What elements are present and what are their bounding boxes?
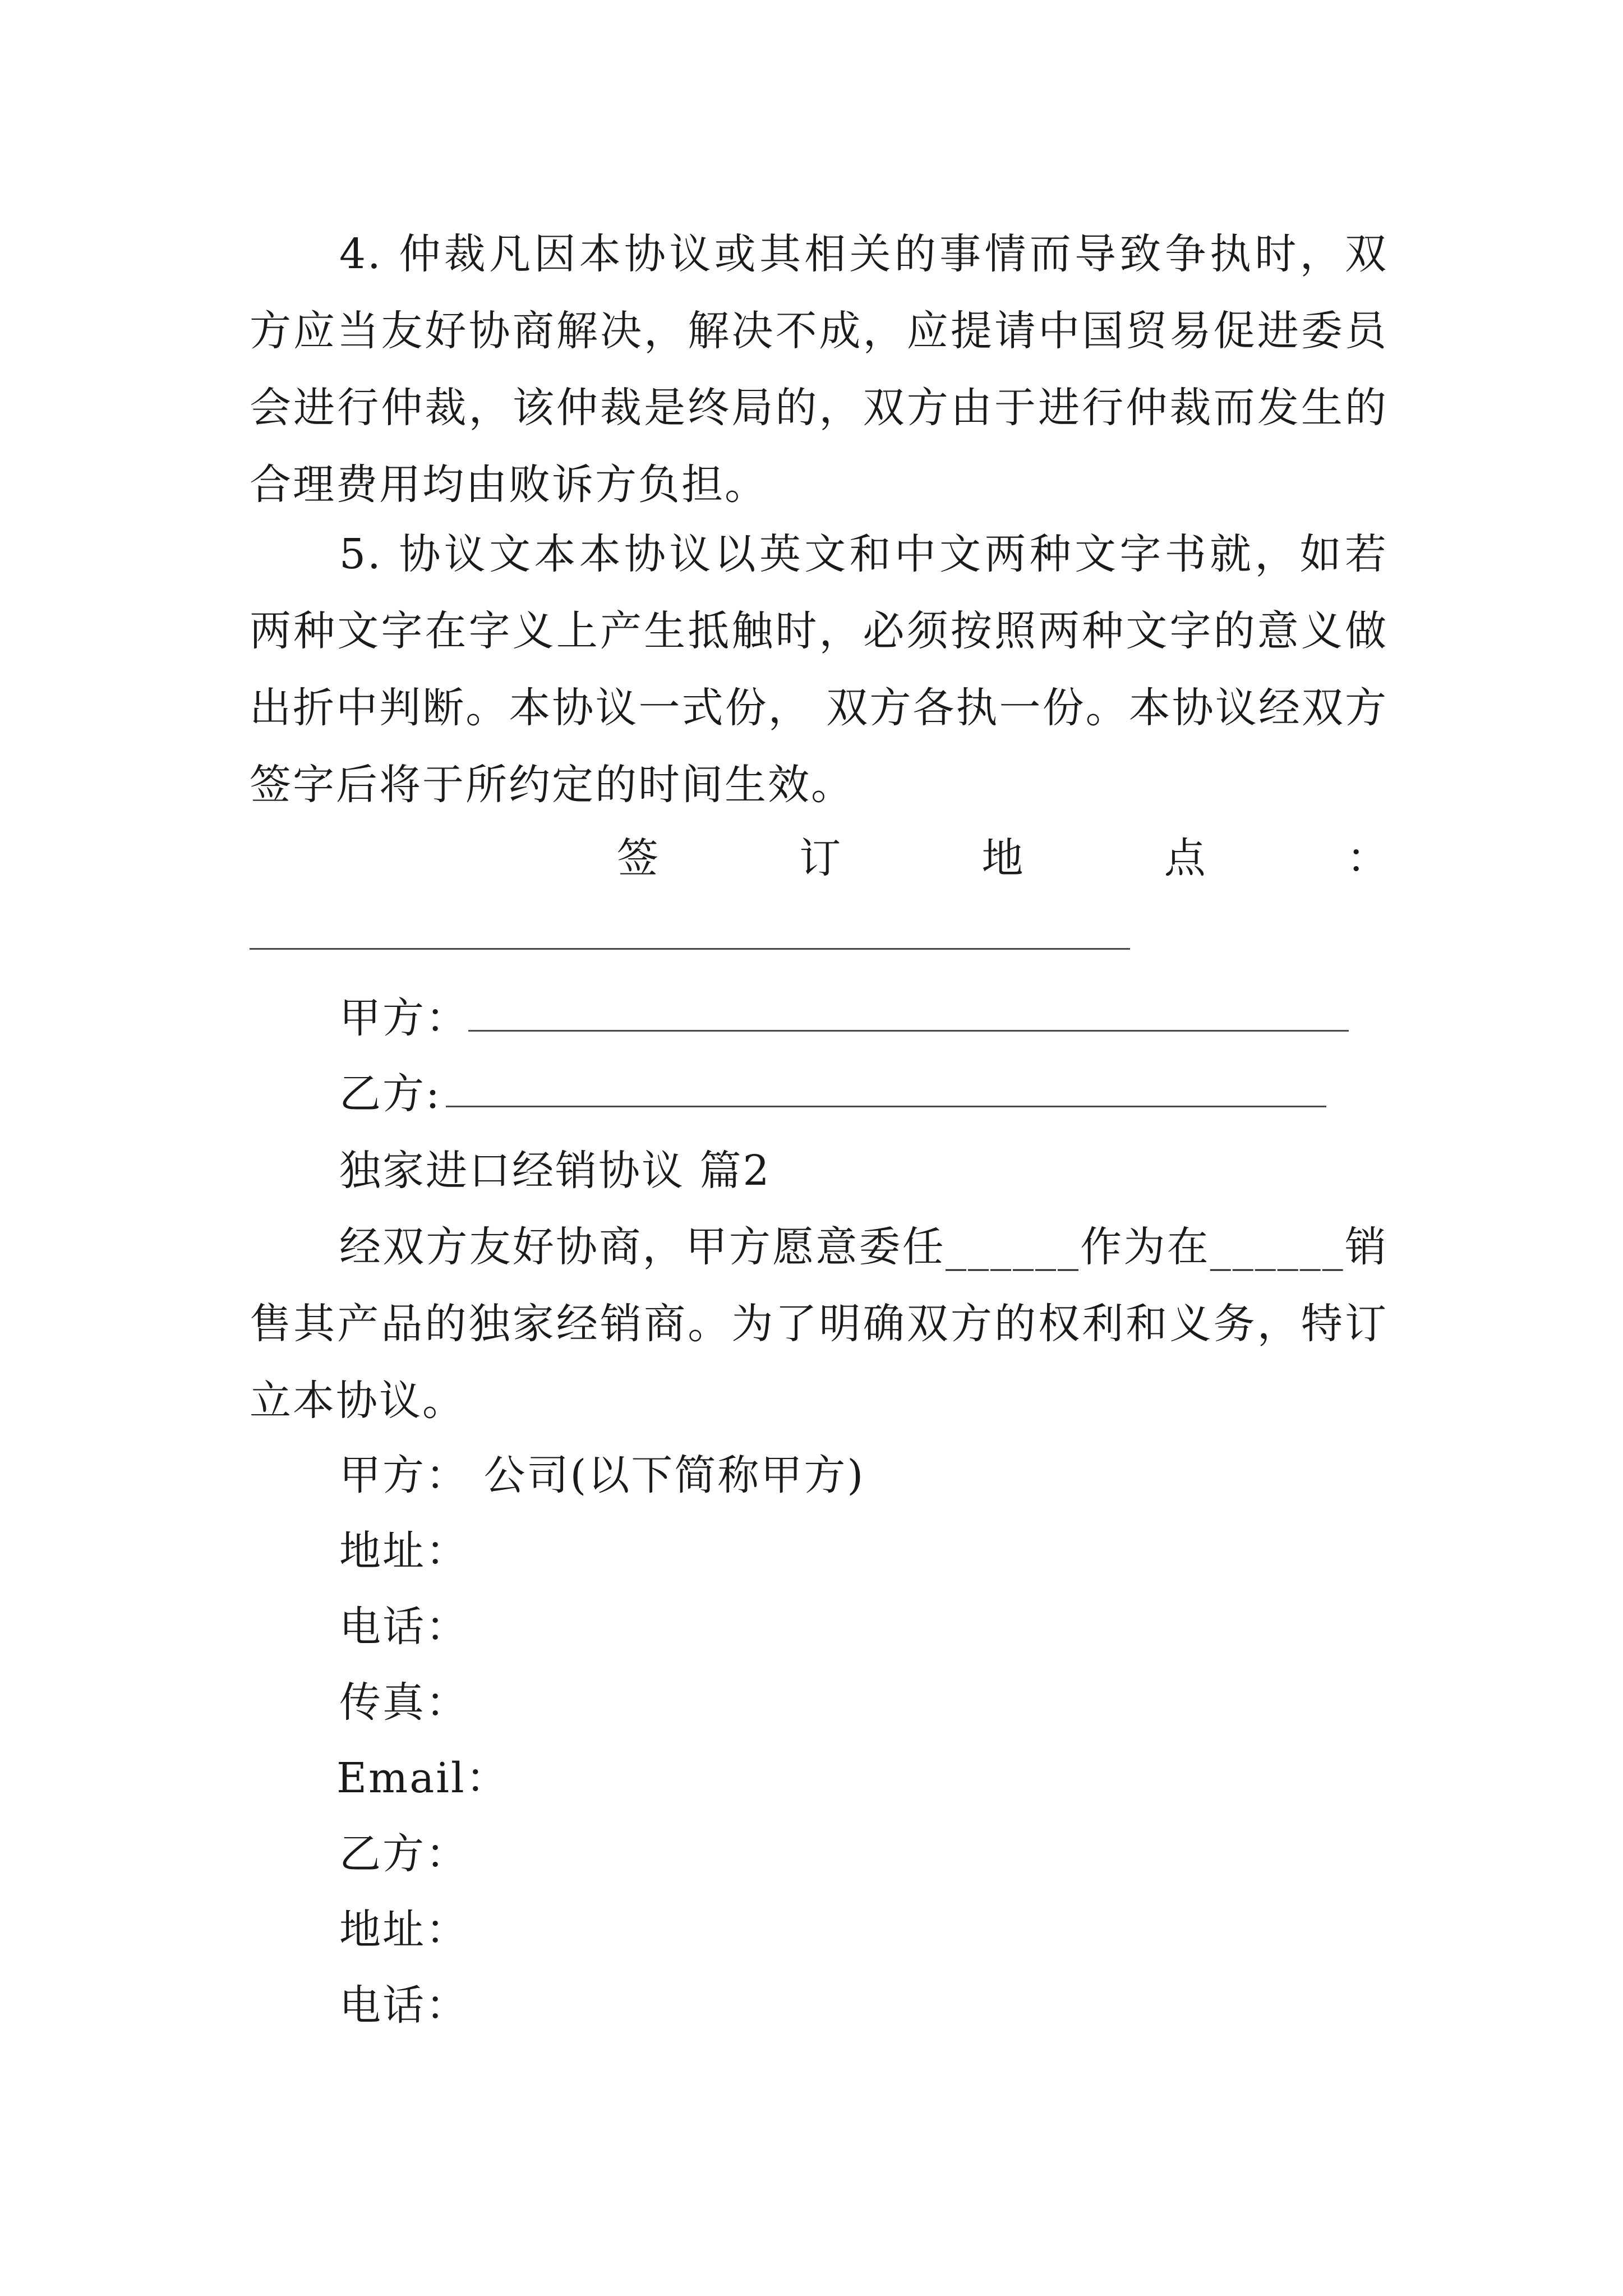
signing-place-char: 点 [1164, 834, 1206, 882]
field-phone-b: 电话： [339, 1981, 469, 2030]
signing-place-label [617, 830, 1388, 886]
signing-place-char: 订 [799, 834, 841, 882]
signing-place-char: ： [1347, 834, 1388, 882]
signing-place-char: 地 [981, 834, 1023, 882]
clause-4-arbitration: 4. 仲裁凡因本协议或其相关的事情而导致争执时，双方应当友好协商解决，解决不成，应提请中国贸易促进委员会进行仲裁，该仲裁是终局的，双方由于进行仲裁而发生的合理费用均由败诉方负担。 [250, 230, 1388, 509]
field-address-b: 地址： [339, 1906, 469, 1954]
clause-5-agreement-text: 5. 协议文本本协议以英文和中文两种文字书就，如若两种文字在字义上产生抵触时，必须按照两种文字的意义做出折中判断。本协议一式份， 双方各执一份。本协议经双方签字后将于所约定的时间生效。 [250, 530, 1388, 809]
party-b-signature-label: 乙方: [339, 1070, 441, 1118]
intro-paragraph: 经双方友好协商，甲方愿意委任______作为在______销售其产品的独家经销商。为了明确双方的权利和义务，特订立本协议。 [250, 1223, 1388, 1425]
party-b-signature-line [446, 1106, 1326, 1107]
party-a-signature-line [468, 1030, 1349, 1032]
signing-place-char: 签 [617, 834, 658, 882]
field-party-b: 乙方： [339, 1830, 469, 1878]
signing-place-blank-line [250, 948, 1130, 950]
field-email-a: Email： [336, 1754, 509, 1802]
party-a-signature-label: 甲方： [339, 994, 469, 1042]
section-title: 独家进口经销协议 篇2 [339, 1147, 771, 1195]
field-fax-a: 传真： [339, 1678, 469, 1727]
party-a-line: 甲方： 公司(以下简称甲方) [339, 1451, 865, 1499]
field-address-a: 地址： [339, 1527, 469, 1575]
field-phone-a: 电话： [339, 1603, 469, 1651]
